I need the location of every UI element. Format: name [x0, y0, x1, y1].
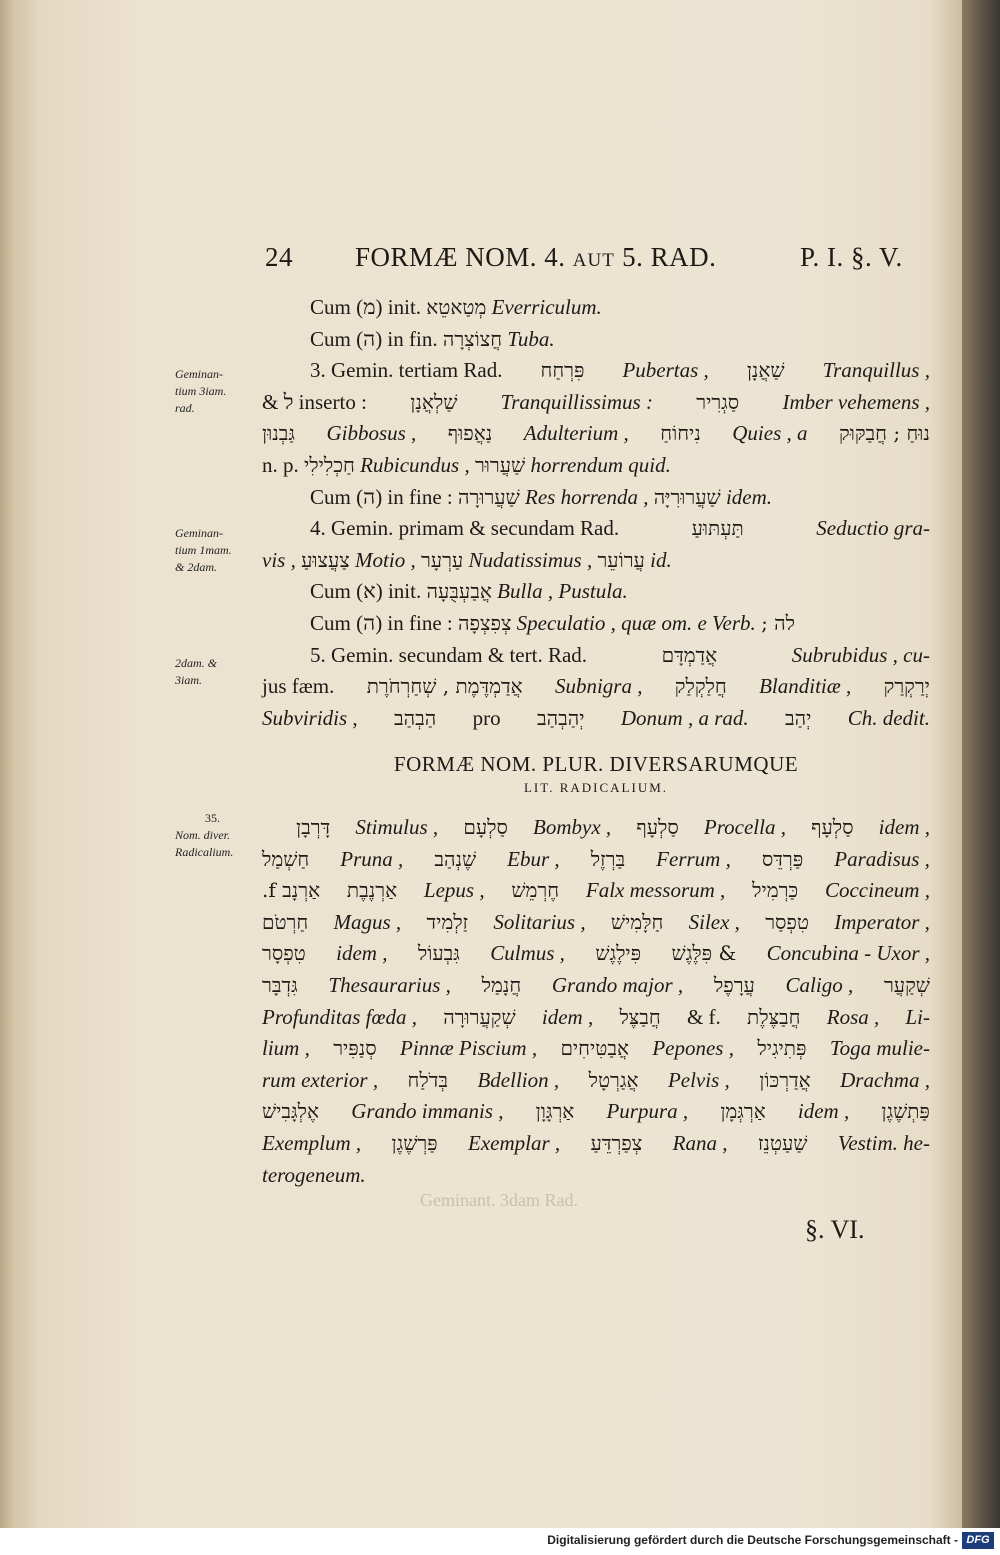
latin-gloss: Purpura , [606, 1099, 689, 1124]
hebrew-word: אֲבַטִּיחִים [560, 1036, 629, 1061]
latin-gloss: Caligo , [785, 972, 854, 997]
footer-credit: Digitalisierung gefördert durch die Deutsche Forschungsgemeinschaft - [547, 1533, 958, 1547]
latin-gloss: Li- [905, 1004, 930, 1029]
hebrew-word: נַאֲפוּף [447, 421, 493, 446]
hebrew-word: סַלְעָם [463, 815, 508, 839]
latin-gloss: Pruna , [340, 846, 404, 871]
page-number: 24 [265, 242, 293, 272]
hebrew-word: אַרְנָב f. [262, 878, 321, 903]
hebrew-word: טִפְסָר [262, 941, 306, 966]
hebrew-word: בְּדֹלַח [407, 1067, 448, 1092]
hebrew-word: חֶרְמֵשׁ [511, 878, 560, 903]
latin-gloss: Tranquillus , [822, 358, 930, 383]
latin-gloss: Rubicundus , [360, 452, 470, 477]
text-line [262, 703, 930, 735]
margin-note-line: & 2dam. [175, 560, 217, 574]
margin-note [175, 366, 260, 417]
text-line [262, 292, 930, 324]
text-line [262, 482, 930, 514]
latin-gloss: Subrubidus , cu- [791, 642, 930, 667]
body-text [262, 292, 930, 734]
body-text-2 [262, 812, 930, 1191]
latin-gloss: Bdellion , [477, 1067, 560, 1092]
margin-note [175, 655, 260, 689]
text-line [262, 1033, 930, 1065]
hebrew-word: הַבְהַב [394, 705, 437, 730]
latin-gloss: idem. [725, 484, 773, 509]
margin-note-line: Geminan- [175, 526, 223, 540]
latin-gloss: Imperator , [834, 909, 930, 934]
text-line [262, 875, 930, 907]
latin-gloss: Speculatio , quæ om. e Verb. [516, 610, 756, 635]
latin-gloss: Paradisus , [834, 846, 930, 871]
section-reference: P. I. §. V. [800, 242, 903, 272]
text-line [262, 970, 930, 1002]
hebrew-word: פַּרְדֵּס [761, 846, 804, 871]
text-line [262, 1065, 930, 1097]
latin-gloss: Stimulus , [355, 815, 439, 839]
margin-note-number: 35. [205, 811, 220, 825]
hebrew-word: שֶׁנְהַב [434, 846, 477, 871]
margin-note-line: rad. [175, 401, 195, 415]
text: Cum (ה) in fine : [310, 484, 453, 509]
hebrew-word: סְנַפִּיר [333, 1036, 377, 1061]
hebrew-word: עֲרָפֶל [713, 972, 755, 997]
hebrew-word: גַּבְנוּן [262, 421, 295, 446]
hebrew-word: בַּרְזֶל [590, 846, 626, 871]
latin-gloss: Concubina - Uxor , [766, 941, 930, 966]
hebrew-word: צַעֲצוּעַ [301, 547, 350, 572]
latin-gloss: idem , [797, 1099, 850, 1124]
latin-gloss: Ebur , [507, 846, 560, 871]
running-title-b: 5. RAD. [622, 242, 717, 272]
hebrew-word: יְהַבְהַב [537, 705, 585, 730]
text-line [262, 355, 930, 387]
latin-gloss: idem , [336, 941, 388, 966]
latin-gloss: Res horrenda , [525, 484, 649, 509]
text: n. p. [262, 452, 299, 477]
hebrew-word: אֶלְגָּבִישׁ [262, 1099, 320, 1124]
hebrew-word: פַּתְשֶׁגֶן [881, 1099, 930, 1124]
latin-gloss: Falx messorum , [585, 878, 726, 903]
hebrew-word: צְפִצְפָה [458, 610, 512, 635]
text-line [262, 640, 930, 672]
margin-note-line: Geminan- [175, 367, 223, 381]
latin-gloss: Everriculum. [491, 295, 602, 319]
latin-gloss: Imber vehemens , [782, 389, 930, 414]
latin-gloss: Ferrum , [656, 846, 731, 871]
latin-gloss: Magus , [333, 909, 402, 934]
hebrew-word: יְרַקְרַק [883, 674, 930, 699]
margin-note-line: 2dam. & [175, 656, 217, 670]
latin-gloss: Adulterium , [523, 421, 629, 446]
hebrew-word: פְּתִיגִיל [757, 1036, 807, 1061]
section-heading: FORMÆ NOM. PLUR. DIVERSARUMQUE [393, 752, 799, 776]
hebrew-word: אַרְגְּמָן [720, 1099, 766, 1124]
text: jus fæm. [262, 674, 335, 699]
latin-gloss: Grando immanis , [351, 1099, 504, 1124]
latin-gloss: Silex , [688, 909, 740, 934]
hebrew-word: גִּדְבָּר [262, 972, 298, 997]
latin-gloss: Solitarius , [493, 909, 586, 934]
hebrew-word: עֲרוֹעֵר [597, 547, 645, 572]
text-line [262, 324, 930, 356]
text-line [262, 387, 930, 419]
hebrew-word: שַׁעֲרוּר [474, 452, 526, 477]
margin-note [175, 810, 260, 861]
latin-gloss: Quies , a [732, 421, 808, 446]
text-line [262, 844, 930, 876]
text: pro [472, 705, 501, 730]
hebrew-word: שַׁעַטְנֵז [757, 1130, 808, 1155]
text-line [262, 938, 930, 970]
latin-gloss: idem , [541, 1004, 594, 1029]
text-line [262, 1002, 930, 1034]
hebrew-word: אֲדַמְדֶּמֶת , שְׁחַרְחֹרֶת [366, 674, 523, 699]
hebrew-word: שַׁלְאֲנָן [410, 389, 458, 414]
dfg-logo: DFG [962, 1532, 994, 1549]
latin-gloss: Bombyx , [533, 815, 612, 839]
text-line [262, 450, 930, 482]
hebrew-word: עַרְעָר [420, 547, 464, 572]
running-title [355, 242, 716, 273]
latin-gloss: Procella , [703, 815, 786, 839]
hebrew-word: לה ; [761, 610, 796, 635]
latin-gloss: Pubertas , [622, 358, 709, 383]
hebrew-word: שַׁאֲנָן [746, 358, 785, 383]
text: & f. [686, 1004, 721, 1029]
latin-gloss: Tranquillissimus : [500, 389, 653, 414]
hebrew-word: זַלְמִיד [426, 909, 469, 934]
latin-gloss: id. [650, 547, 672, 572]
latin-gloss: Grando major , [551, 972, 684, 997]
hebrew-word: פִּרְחַח [540, 358, 585, 383]
text-line [262, 812, 930, 844]
latin-gloss: lium , [262, 1036, 310, 1061]
latin-gloss: Pelvis , [667, 1067, 730, 1092]
latin-gloss: Coccineum , [824, 878, 930, 903]
hebrew-word: שַׁעֲרוּרִיָּה [653, 484, 721, 509]
text: Cum (ה) in fin. [310, 326, 438, 351]
latin-gloss: rum exterior , [262, 1067, 379, 1092]
hebrew-word: אַרְגָּוָן [535, 1099, 575, 1124]
latin-gloss: Culmus , [490, 941, 565, 966]
hebrew-word: שְׁקַעֲר [883, 972, 930, 997]
latin-gloss: Rana , [672, 1130, 728, 1155]
latin-gloss: vis , [262, 547, 296, 572]
latin-gloss: Subnigra , [554, 674, 643, 699]
text-line [262, 1160, 930, 1192]
latin-gloss: idem , [878, 815, 930, 839]
hebrew-word: חַשְׁמַל [262, 846, 310, 871]
hebrew-word: פַּרְשֶׁגֶן [391, 1130, 438, 1155]
text-line [262, 608, 930, 640]
bleed-through: Geminant. 3dam Rad. [420, 1190, 578, 1210]
hebrew-word: שְׁקַעֲרוּרָה [443, 1004, 516, 1029]
latin-gloss: Tuba. [507, 326, 555, 351]
hebrew-word: אֲגַרְטָל [588, 1067, 639, 1092]
hebrew-word: כַּרְמִיל [752, 878, 799, 903]
hebrew-word: אֲבַעְבֻּעָה [426, 579, 492, 604]
latin-gloss: Ch. dedit. [847, 705, 930, 730]
text-line [262, 1128, 930, 1160]
latin-gloss: Lepus , [423, 878, 485, 903]
margin-note-line: Nom. diver. [175, 828, 230, 842]
latin-gloss: Donum , a rad. [620, 705, 749, 730]
margin-note [175, 525, 260, 576]
text: Cum (א) init. [310, 579, 422, 604]
text-line [262, 907, 930, 939]
hebrew-word: אֲדַרְכּוֹן [759, 1067, 811, 1092]
latin-gloss: Motio , [355, 547, 416, 572]
text-line [262, 513, 930, 545]
latin-gloss: Vestim. he- [837, 1130, 930, 1155]
latin-gloss: Pepones , [652, 1036, 734, 1061]
hebrew-word: תַּעְתּוּעַ [691, 516, 744, 541]
hebrew-word: חַכְלִילִי [304, 452, 355, 477]
hebrew-word: סַלְעָף [811, 815, 854, 839]
hebrew-word: חֲבַצֶּלֶת [747, 1004, 801, 1029]
latin-gloss: Blanditiæ , [759, 674, 852, 699]
hebrew-word: אַרְנֶבֶת [346, 878, 398, 903]
text: Cum (ה) in fine : [310, 610, 453, 635]
next-section-mark: §. VI. [805, 1215, 865, 1244]
latin-gloss: Subviridis , [262, 705, 358, 730]
text-line [262, 671, 930, 703]
hebrew-word: חֲנָמַל [481, 972, 522, 997]
page-edge [962, 0, 1000, 1528]
latin-gloss: Exemplum , [262, 1130, 362, 1155]
hebrew-word: צְפַרְדֵּעַ [590, 1130, 643, 1155]
hebrew-word: חֲלַקְלַק [674, 674, 727, 699]
latin-gloss: Profunditas fœda , [262, 1004, 417, 1029]
margin-note-line: 3iam. [175, 673, 202, 687]
margin-note-line: tium 3iam. [175, 384, 227, 398]
latin-gloss: Bulla , Pustula. [497, 579, 628, 604]
hebrew-word: טִפְסַר [765, 909, 809, 934]
page-gutter [0, 0, 16, 1528]
latin-gloss: Thesaurarius , [328, 972, 451, 997]
hebrew-word: חַלָּמִישׁ [610, 909, 664, 934]
text: 3. Gemin. tertiam Rad. [310, 358, 503, 383]
hebrew-word: סַלְעָף [636, 815, 679, 839]
hebrew-word: נוּחַ ; חֲבַקּוּק [839, 421, 930, 446]
hebrew-word: גִּבְעוֹל [417, 941, 460, 966]
hebrew-word: חֲבַצֶּל [619, 1004, 661, 1029]
latin-gloss: Nudatissimus , [468, 547, 593, 572]
text: 4. Gemin. primam & secundam Rad. [310, 516, 620, 541]
hebrew-word: שַׁעֲרוּרָה [458, 484, 520, 509]
latin-gloss: Drachma , [840, 1067, 930, 1092]
latin-gloss: Pinnæ Piscium , [400, 1036, 538, 1061]
hebrew-word: חֲצוֹצְרָה [442, 326, 503, 351]
text-line [262, 1096, 930, 1128]
latin-gloss: terogeneum. [262, 1162, 366, 1187]
running-title-aut: AUT [572, 250, 615, 271]
hebrew-word: אֲדַמְדָּם [661, 642, 718, 667]
hebrew-word: יְהַב [784, 705, 812, 730]
hebrew-word: דָּרְבָן [296, 815, 331, 839]
margin-note-line: Radicalium. [175, 845, 234, 859]
hebrew-word: מְטַאטֵא [426, 295, 487, 319]
text-line [262, 576, 930, 608]
latin-gloss: Rosa , [826, 1004, 880, 1029]
latin-gloss: horrendum quid. [530, 452, 671, 477]
margin-note-line: tium 1mam. [175, 543, 232, 557]
hebrew-word: נִיחוֹחַ [660, 421, 701, 446]
hebrew-word: & פִּלֶּגֶשׁ [671, 941, 737, 966]
text: Cum (מ) init. [310, 295, 422, 319]
latin-gloss: Exemplar , [468, 1130, 561, 1155]
hebrew-word: סַגְרִיר [696, 389, 740, 414]
text: 5. Gemin. secundam & tert. Rad. [310, 642, 588, 667]
latin-gloss: Toga mulie- [829, 1036, 930, 1061]
running-title-a: FORMÆ NOM. 4. [355, 242, 566, 272]
hebrew-word: חַרְטֹם [262, 909, 309, 934]
text-line [262, 545, 930, 577]
text: & ל inserto : [262, 389, 367, 414]
latin-gloss: Gibbosus , [326, 421, 417, 446]
section-subheading: LIT. RADICALIUM. [523, 780, 669, 795]
hebrew-word: פִּילֶגֶשׁ [595, 941, 642, 966]
text-line [262, 418, 930, 450]
latin-gloss: Seductio gra- [816, 516, 930, 541]
